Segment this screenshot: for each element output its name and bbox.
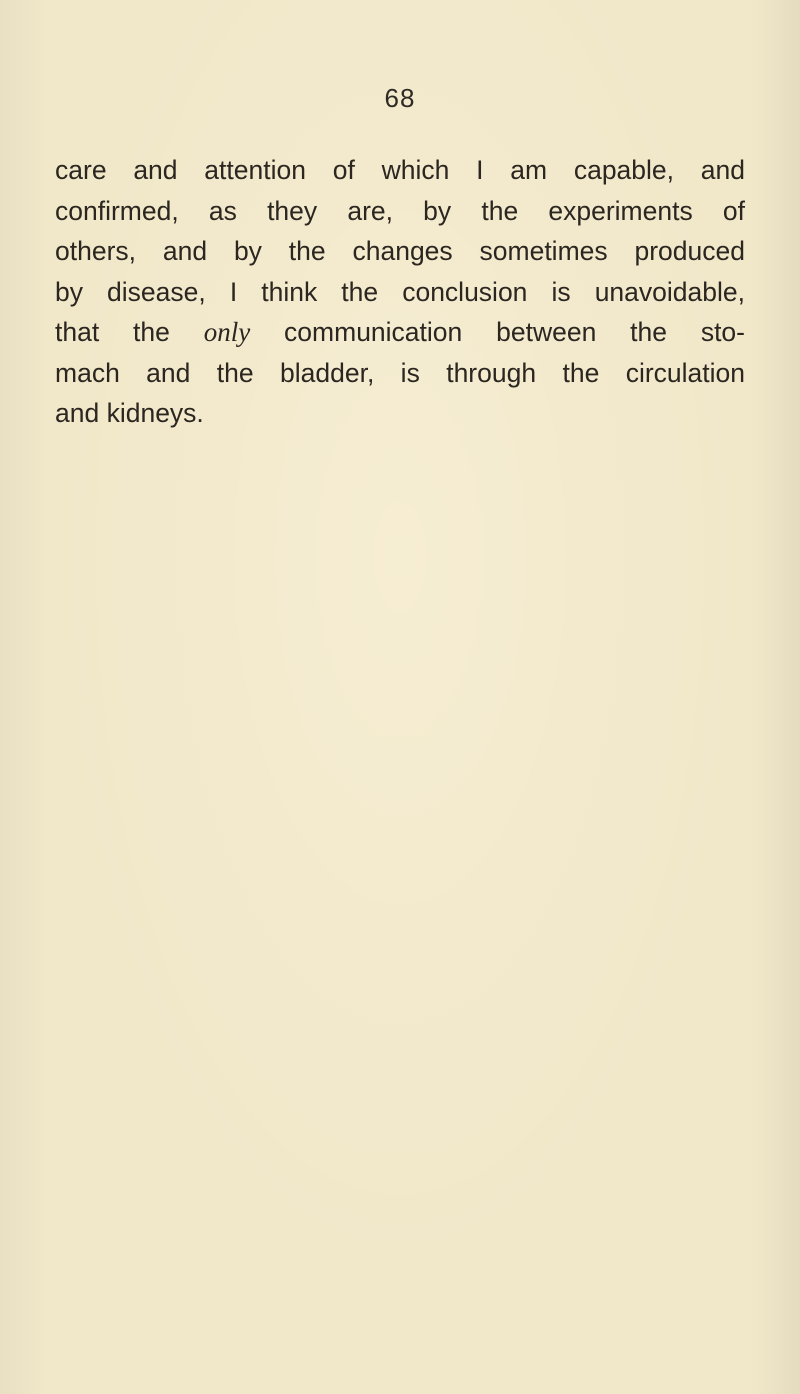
- text-line-4: by disease, I think the conclusion is unavoidable,: [55, 276, 745, 307]
- text-line-2: confirmed, as they are, by the experiments of: [55, 195, 745, 226]
- text-line-3: others, and by the changes sometimes produced: [55, 236, 745, 266]
- text-line-7: and kidneys.: [55, 398, 204, 428]
- body-paragraph: [55, 150, 745, 434]
- text-line-6: mach and the bladder, is through the circulation: [55, 357, 745, 388]
- page-number: 68: [384, 83, 416, 113]
- emphasized-word: only: [203, 317, 251, 347]
- text-line-1: care and attention of which I am capable, and: [55, 155, 745, 185]
- text-line-5-before: that the: [55, 317, 204, 347]
- text-line-5-after: communication between the sto-: [250, 317, 745, 347]
- text-line-5: [55, 312, 745, 353]
